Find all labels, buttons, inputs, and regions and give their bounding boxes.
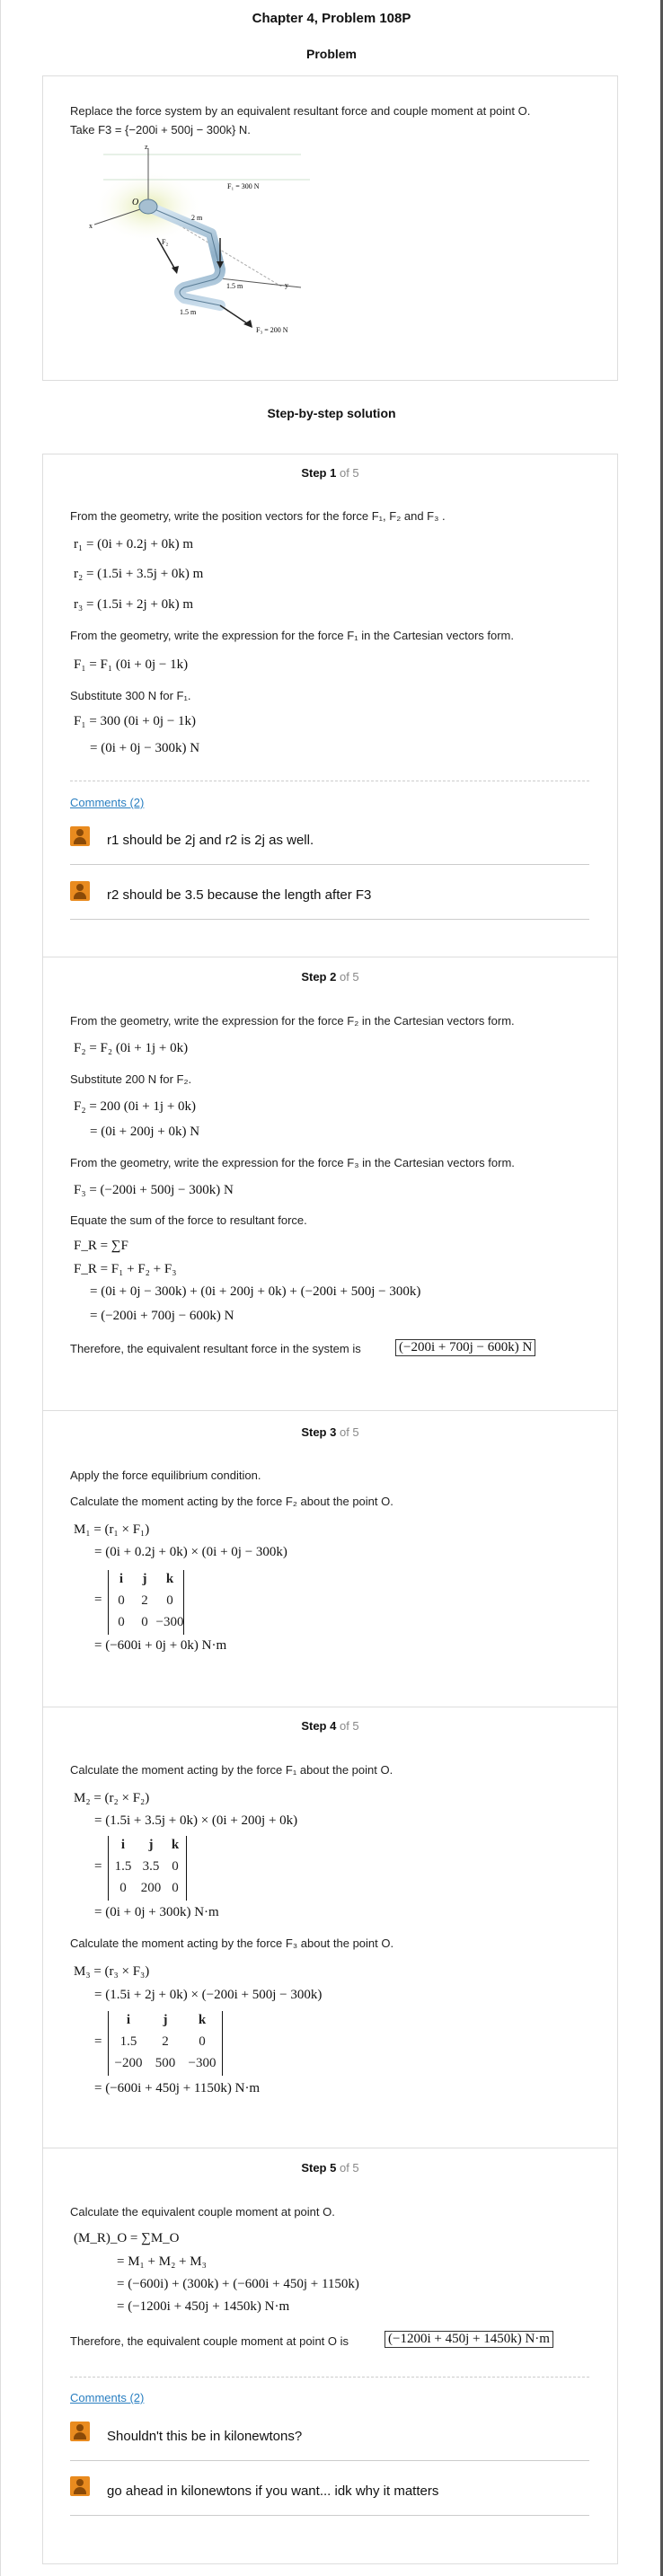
matrix-cell: 200 [140,1881,162,1895]
avatar [70,2476,90,2496]
figure-label-f1: F₁ = 300 N [227,182,260,190]
step4-header: Step 4 of 5 [301,1719,359,1733]
step2-eq-fr-sum: F_R = ∑F [74,1239,128,1253]
step2-text-5: Therefore, the equivalent resultant force in the system is [70,1342,361,1355]
matrix-cell: −200 [114,2056,143,2070]
equals-sign: = [94,1859,102,1874]
matrix-cell: 2 [162,2034,169,2049]
step3-eq-m1-expand: = (0i + 0.2j + 0k) × (0i + 0j − 300k) [94,1545,287,1559]
matrix-cell: −300 [155,1615,184,1629]
step3-text-1: Apply the force equilibrium condition. [70,1469,261,1482]
problem-heading: Problem [305,47,357,61]
step1-eq-f1-sub: F₁ = 300 (0i + 0j − 1k) [74,714,197,728]
step1-header: Step 1 of 5 [301,466,359,480]
step2-eq-f2: F₂ = F₂ (0i + 1j + 0k) [74,1041,189,1055]
equals-sign: = [94,1592,102,1607]
step5-comments-link[interactable]: Comments (2) [70,2391,145,2404]
step5-eq-result: = (−1200i + 450j + 1450k) N·m [117,2299,290,2314]
step4-eq-m3: M₃ = (r₃ × F₃) [74,1964,150,1979]
left-border [0,0,1,2576]
step1-eq-r2: r₂ = (1.5i + 3.5j + 0k) m [74,567,204,581]
step2-text-2: Substitute 200 N for F₂. [70,1072,192,1086]
problem-figure [85,144,319,341]
problem-text-2: Take F3 = {−200i + 500j − 300k} N. [70,123,251,137]
matrix-cell: k [171,1838,180,1852]
step4-eq-m3-result: = (−600i + 450j + 1150k) N·m [94,2081,261,2095]
step5-eq-mro: (M_R)_O = ∑M_O [74,2231,180,2245]
matrix-cell: 3.5 [142,1859,160,1874]
comment-divider [70,919,589,920]
step1-eq-f1-result: = (0i + 0j − 300k) N [90,741,200,755]
matrix-cell: 0 [118,1615,125,1629]
step3-determinant [108,1570,184,1635]
step1-comments-link[interactable]: Comments (2) [70,796,145,809]
figure-label-d3: 1.5 m [180,308,197,316]
step4-determinant-1 [108,1836,187,1901]
step3-eq-m1-result: = (−600i + 0j + 0k) N·m [94,1638,227,1653]
step1-eq-f1: F₁ = F₁ (0i + 0j − 1k) [74,657,189,672]
matrix-cell: 0 [172,1859,179,1874]
step5-comment-1: Shouldn't this be in kilonewtons? [107,2429,303,2444]
step4-determinant-2 [108,2011,223,2076]
step5-header: Step 5 of 5 [301,2161,359,2175]
step5-dashed-divider [70,2377,589,2378]
step5-answer: (−1200i + 450j + 1450k) N·m [385,2331,553,2348]
step5-eq-expand: = (−600i) + (300k) + (−600i + 450j + 1150k) [117,2277,359,2291]
step3-header: Step 3 of 5 [301,1425,359,1439]
figure-label-o: O [132,198,139,207]
avatar [70,2422,90,2441]
step-divider [42,1410,618,1411]
step2-text-1: From the geometry, write the expression for the force F₂ in the Cartesian vectors form. [70,1014,515,1028]
step3-text-2: Calculate the moment acting by the force F₂ about the point O. [70,1495,393,1508]
matrix-cell: 0 [166,1593,173,1608]
step1-comment-1: r1 should be 2j and r2 is 2j as well. [107,833,314,848]
matrix-cell: 1.5 [114,1859,132,1874]
step2-eq-f2-result: = (0i + 200j + 0k) N [90,1125,200,1139]
matrix-cell: 0 [199,2034,206,2049]
step2-eq-f2-sub: F₂ = 200 (0i + 1j + 0k) [74,1099,197,1114]
equals-sign: = [94,2034,102,2049]
step2-eq-fr-result: = (−200i + 700j − 600k) N [90,1309,234,1323]
matrix-cell: i [126,2013,131,2027]
step3-eq-m1: M₁ = (r₁ × F₁) [74,1522,150,1537]
figure-label-d2: 1.5 m [226,282,243,290]
comment-divider [70,864,589,865]
matrix-cell: j [148,1838,154,1852]
matrix-cell: 500 [155,2056,176,2070]
figure-label-f3: F₃ = 200 N [256,326,288,334]
matrix-cell: j [163,2013,168,2027]
step1-comment-2: r2 should be 3.5 because the length after F3 [107,887,372,903]
step1-eq-r3: r₃ = (1.5i + 2j + 0k) m [74,597,194,612]
step2-header: Step 2 of 5 [301,970,359,984]
step5-comment-2: go ahead in kilonewtons if you want... idk why it matters [107,2483,439,2499]
solution-heading: Step-by-step solution [267,406,396,420]
matrix-cell: −300 [188,2056,217,2070]
step4-text-1: Calculate the moment acting by the force F₁ about the point O. [70,1763,393,1777]
avatar [70,826,90,846]
figure-label-z: z [145,144,148,151]
step2-eq-fr-expand: = (0i + 0j − 300k) + (0i + 200j + 0k) + (−200i + 500j − 300k) [90,1284,421,1299]
figure-label-y: y [285,281,288,289]
figure-label-d1: 2 m [191,214,203,222]
page-title: Chapter 4, Problem 108P [252,11,411,26]
step5-text-2: Therefore, the equivalent couple moment at point O is [70,2334,349,2348]
step4-eq-m2: M₂ = (r₂ × F₂) [74,1791,150,1805]
matrix-cell: 1.5 [119,2034,137,2049]
step1-text-3: Substitute 300 N for F₁. [70,689,191,702]
comment-divider [70,2515,589,2516]
matrix-cell: k [165,1572,174,1586]
matrix-cell: 2 [141,1593,148,1608]
step1-text-1: From the geometry, write the position vectors for the force F₁, F₂ and F₃ . [70,509,446,523]
step2-eq-f3: F₃ = (−200i + 500j − 300k) N [74,1183,234,1197]
problem-text-1: Replace the force system by an equivalent resultant force and couple moment at point O. [70,104,531,118]
step2-text-4: Equate the sum of the force to resultant force. [70,1213,307,1227]
matrix-cell: 0 [172,1881,179,1895]
matrix-cell: 0 [118,1593,125,1608]
matrix-cell: i [119,1572,124,1586]
step4-eq-m2-expand: = (1.5i + 3.5j + 0k) × (0i + 200j + 0k) [94,1813,298,1828]
step1-eq-r1: r₁ = (0i + 0.2j + 0k) m [74,537,194,551]
figure-label-f2: F₂ [162,238,169,246]
step4-text-2: Calculate the moment acting by the force F₃ about the point O. [70,1936,394,1950]
matrix-cell: k [198,2013,207,2027]
step5-text-1: Calculate the equivalent couple moment at point O. [70,2205,335,2219]
comment-divider [70,2460,589,2461]
step1-text-2: From the geometry, write the expression for the force F₁ in the Cartesian vectors form. [70,629,514,642]
matrix-cell: j [142,1572,147,1586]
step2-eq-fr: F_R = F₁ + F₂ + F₃ [74,1262,177,1276]
matrix-cell: 0 [141,1615,148,1629]
steps-card [42,454,618,2564]
step4-eq-m2-result: = (0i + 0j + 300k) N·m [94,1905,219,1919]
step5-eq-sum: = M₁ + M₂ + M₃ [117,2254,207,2269]
figure-label-x: x [89,222,93,230]
avatar [70,881,90,901]
matrix-cell: 0 [119,1881,127,1895]
matrix-cell: i [120,1838,126,1852]
step2-text-3: From the geometry, write the expression for the force F₃ in the Cartesian vectors form. [70,1156,515,1169]
step4-eq-m3-expand: = (1.5i + 2j + 0k) × (−200i + 500j − 300k) [94,1988,323,2002]
step2-answer: (−200i + 700j − 600k) N [395,1339,535,1356]
